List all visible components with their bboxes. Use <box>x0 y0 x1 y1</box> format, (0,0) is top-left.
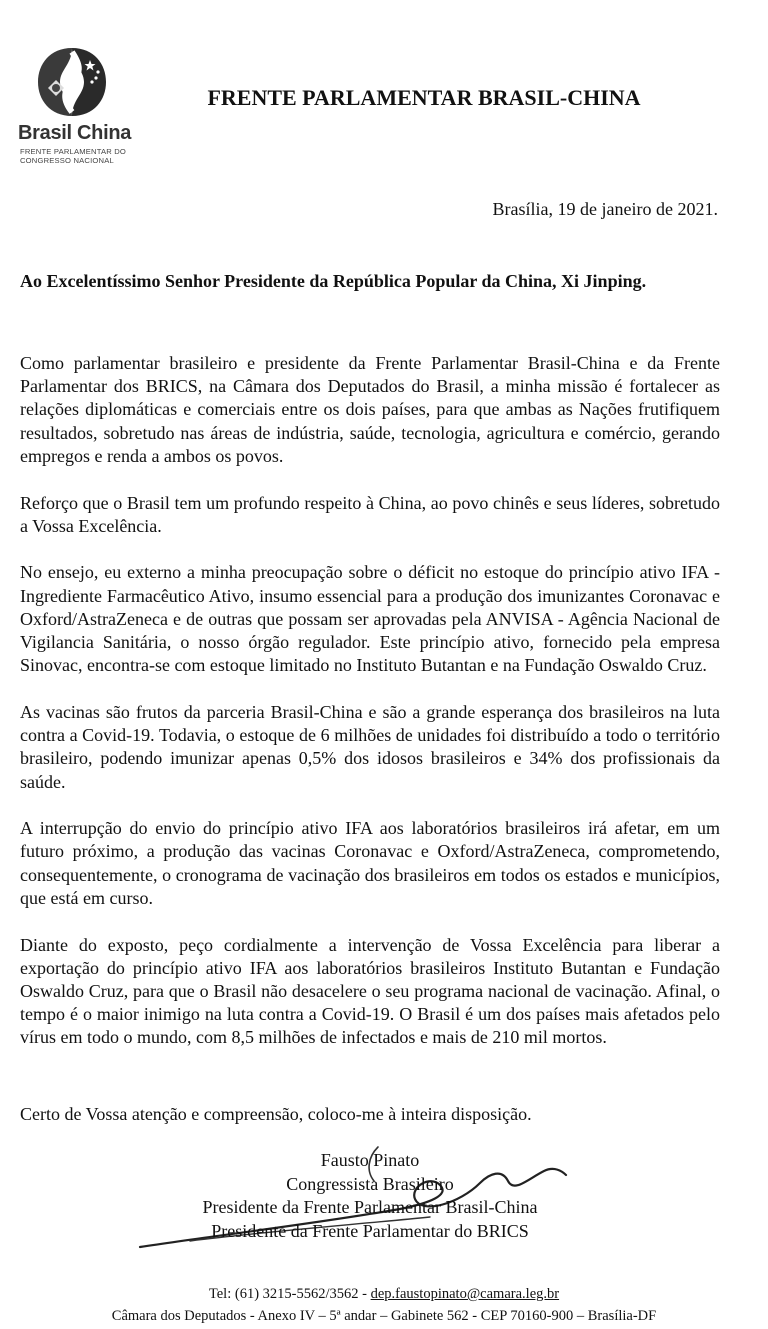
signer-title: Congressista Brasileiro <box>286 1173 454 1194</box>
body-paragraph: A interrupção do envio do princípio ativo IFA aos laboratórios brasileiros irá afetar, em um futuro próximo, a produção das vacinas Coronavac e Oxford/AstraZeneca, comprometendo, consequentemente, o cronograma de vacinação dos brasileiros em todos os estados e municípios, que está em curso. <box>20 818 720 908</box>
body-paragraph: Reforço que o Brasil tem um profundo respeito à China, ao povo chinês e seus líderes, sobretudo a Vossa Excelência. <box>20 492 720 536</box>
footer-email-link[interactable]: dep.faustopinato@camara.leg.br <box>370 1286 560 1302</box>
footer-address: Câmara dos Deputados - Anexo IV – 5ª andar – Gabinete 562 - CEP 70160-900 – Brasília-DF <box>111 1308 657 1324</box>
letter-date: Brasília, 19 de janeiro de 2021. <box>492 199 718 219</box>
logo-subtitle-line1: FRENTE PARLAMENTAR DO <box>20 147 127 156</box>
logo-subtitle-line2: CONGRESSO NACIONAL <box>20 156 114 165</box>
body-paragraph: Como parlamentar brasileiro e presidente da Frente Parlamentar Brasil-China e da Frente Parlamentar dos BRICS, na Câmara dos Deputados do Brasil, a minha missão é fortalecer as relações diplomáticas e comerciais entre os dois países, para que ambas as Nações frutifiquem resultados, sobretudo nas áreas de indústria, saúde, tecnologia, agricultura e comércio, gerando empregos e renda a ambos os povos. <box>20 353 720 466</box>
closing-line: Certo de Vossa atenção e compreensão, coloco-me à inteira disposição. <box>20 1104 532 1124</box>
signature-block <box>170 1149 570 1243</box>
signer-role-brasil-china: Presidente da Frente Parlamentar Brasil-China <box>202 1197 538 1217</box>
signer-role-brics: Presidente da Frente Parlamentar do BRICS <box>211 1220 529 1241</box>
letterhead-title: FRENTE PARLAMENTAR BRASIL-CHINA <box>207 85 641 110</box>
body-paragraph: Diante do exposto, peço cordialmente a intervenção de Vossa Excelência para liberar a exportação do princípio ativo IFA aos laboratórios brasileiros Instituto Butantan e Fundação Oswaldo Cruz, para que o Brasil não desacelere o seu programa nacional de vacinação. Afinal, o tempo é o maior inimigo na luta contra a Covid-19. O Brasil é um dos países mais afetados pelo vírus em todo o mundo, com 8,5 milhões de infectados e mais de 210 mil mortos. <box>20 934 720 1048</box>
body-paragraph: No ensejo, eu externo a minha preocupação sobre o déficit no estoque do princípio ativo IFA - Ingrediente Farmacêutico Ativo, insumo essencial para a produção dos imunizantes Coronavac e Oxford/AstraZeneca e de outras que possam ser aprovadas pela ANVISA - Agência Nacional de Vigilancia Sanitária, o nosso órgão regulador. Este princípio ativo, fornecido pela empresa Sinovac, encontra-se com estoque limitado no Instituto Butantan e na Fundação Oswaldo Cruz. <box>20 562 720 676</box>
signer-name: Fausto Pinato <box>320 1150 420 1170</box>
logo-name: Brasil China <box>18 122 132 144</box>
footer-contact <box>0 1283 768 1305</box>
letter-body <box>20 352 720 1073</box>
brasil-china-logo <box>18 40 138 166</box>
footer-phone: Tel: (61) 3215-5562/3562 - <box>208 1286 371 1302</box>
letter-footer <box>0 1283 768 1327</box>
logo-emblem-icon <box>32 42 112 122</box>
body-paragraph: As vacinas são frutos da parceria Brasil-China e são a grande esperança dos brasileiros na luta contra a Covid-19. Todavia, o estoque de 6 milhões de unidades foi distribuído a todo o território brasileiro, podendo imunizar apenas 0,5% dos idosos brasileiros e 34% dos profissionais da saúde. <box>20 701 720 792</box>
salutation: Ao Excelentíssimo Senhor Presidente da República Popular da China, Xi Jinping. <box>20 271 647 291</box>
